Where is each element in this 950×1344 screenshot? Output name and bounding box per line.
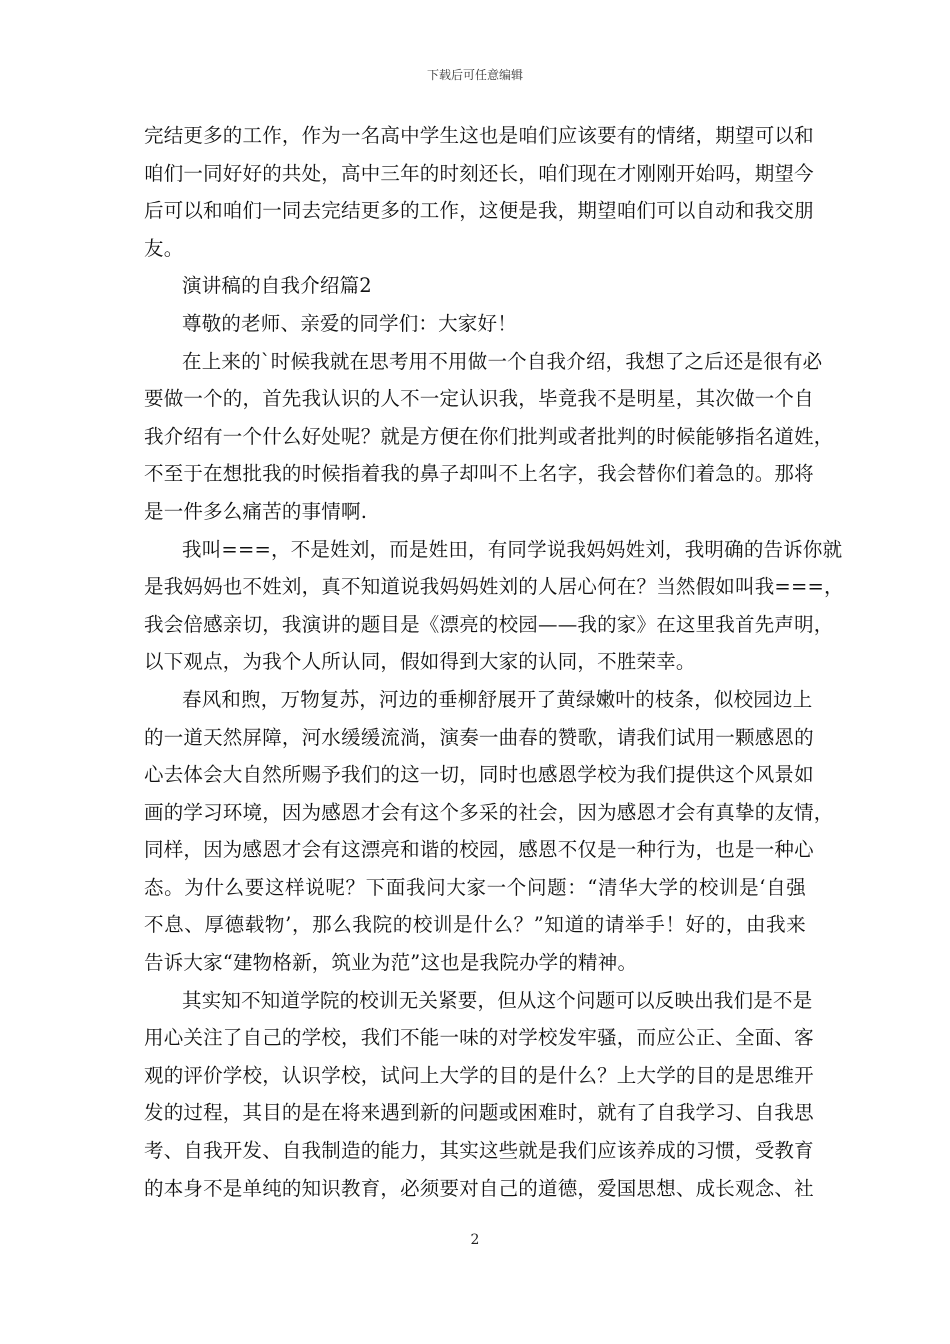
text-line: 发的过程，其目的是在将来遇到新的问题或困难时，就有了自我学习、自我思 bbox=[144, 1101, 814, 1125]
text-line: 画的学习环境，因为感恩才会有这个多采的社会，因为感恩才会有真挚的友情， bbox=[144, 800, 834, 824]
paragraph bbox=[144, 343, 834, 531]
text-line: 在上来的`时候我就在思考用不用做一个自我介绍，我想了之后还是很有必 bbox=[182, 349, 823, 373]
text-line: 态。为什么要这样说呢？下面我问大家一个问题：“清华大学的校训是‘自强 bbox=[144, 875, 806, 899]
text-line: 不息、厚德载物’，那么我院的校训是什么？”知道的请举手！好的，由我来 bbox=[144, 913, 806, 937]
document-body bbox=[144, 117, 844, 1207]
page-header: 下载后可任意编辑 bbox=[426, 68, 523, 82]
text-line: 观的评价学校，认识学校，试问上大学的目的是什么？上大学的目的是思维开 bbox=[144, 1063, 814, 1087]
text-line: 完结更多的工作，作为一名高中学生这也是咱们应该要有的情绪，期望可以和 bbox=[144, 124, 814, 147]
page-number: 2 bbox=[470, 1232, 480, 1248]
paragraph bbox=[144, 681, 834, 982]
text-line: 我介绍有一个什么好处呢？就是方便在你们批判或者批判的时候能够指名道姓， bbox=[144, 424, 834, 448]
text-line: 其实知不知道学院的校训无关紧要，但从这个问题可以反映出我们是不是 bbox=[182, 988, 813, 1012]
text-line: 友。 bbox=[144, 236, 184, 260]
text-line: 不至于在想批我的时候指着我的鼻子却叫不上名字，我会替你们着急的。那将 bbox=[144, 462, 814, 486]
text-line: 尊敬的老师、亲爱的同学们：大家好！ bbox=[182, 311, 517, 335]
text-line: 心去体会大自然所赐予我们的这一切，同时也感恩学校为我们提供这个风景如 bbox=[144, 763, 814, 787]
text-line: 我会倍感亲切，我演讲的题目是《漂亮的校园——我的家》在这里我首先声明， bbox=[144, 612, 834, 636]
text-line: 考、自我开发、自我制造的能力，其实这些就是我们应该养成的习惯，受教育 bbox=[144, 1139, 814, 1163]
text-line: 是一件多么痛苦的事情啊. bbox=[144, 499, 368, 523]
text-line: 咱们一同好好的共处，高中三年的时刻还长，咱们现在才刚刚开始吗，期望今 bbox=[144, 161, 814, 185]
text-line: 我叫===，不是姓刘，而是姓田，有同学说我妈妈姓刘，我明确的告诉你就 bbox=[182, 537, 843, 561]
paragraph bbox=[144, 305, 806, 343]
text-line: 后可以和咱们一同去完结更多的工作，这便是我，期望咱们可以自动和我交朋 bbox=[144, 199, 814, 223]
paragraph bbox=[144, 267, 806, 305]
text-line: 用心关注了自己的学校，我们不能一味的对学校发牢骚，而应公正、全面、客 bbox=[144, 1026, 814, 1050]
text-line: 的一道天然屏障，河水缓缓流淌，演奏一曲春的赞歌，请我们试用一颗感恩的 bbox=[144, 725, 814, 749]
text-line: 春风和煦，万物复苏，河边的垂柳舒展开了黄绿嫩叶的枝条，似校园边上 bbox=[182, 687, 813, 711]
paragraph bbox=[144, 117, 814, 267]
paragraph bbox=[144, 982, 814, 1208]
text-line: 告诉大家“建物格新，筑业为范”这也是我院办学的精神。 bbox=[144, 951, 638, 975]
text-line: 的本身不是单纯的知识教育，必须要对自己的道德，爱国思想、成长观念、社 bbox=[144, 1176, 814, 1200]
text-line: 以下观点，为我个人所认同，假如得到大家的认同，不胜荣幸。 bbox=[144, 650, 696, 674]
paragraph bbox=[144, 531, 844, 681]
text-line: 要做一个的，首先我认识的人不一定认识我，毕竟我不是明星，其次做一个自 bbox=[144, 387, 814, 411]
text-line: 同样，因为感恩才会有这漂亮和谐的校园，感恩不仅是一种行为，也是一种心 bbox=[144, 838, 814, 862]
text-line: 演讲稿的自我介绍篇2 bbox=[182, 274, 372, 298]
text-line: 是我妈妈也不姓刘，真不知道说我妈妈姓刘的人居心何在？当然假如叫我===， bbox=[144, 575, 844, 599]
